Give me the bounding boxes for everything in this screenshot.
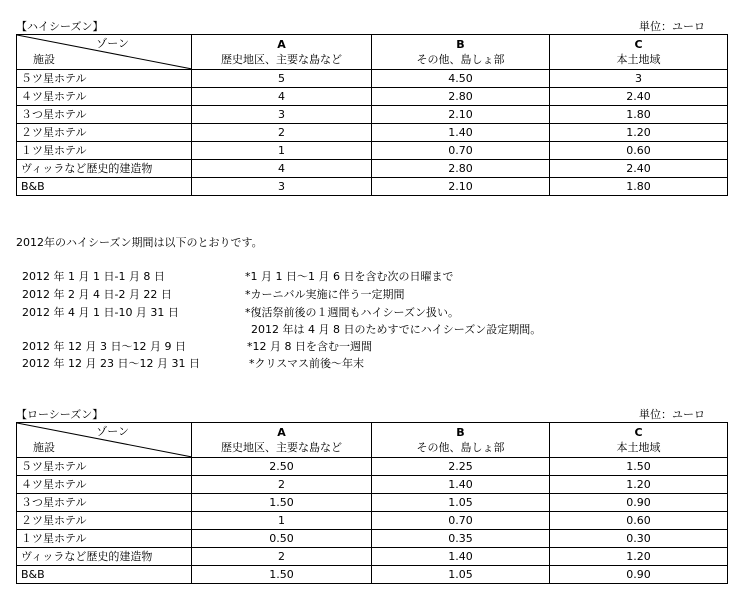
low-season-table xyxy=(16,422,728,584)
zone-a-value: 0.50 xyxy=(192,530,372,548)
facility-label: 施設 xyxy=(33,441,55,454)
zone-c-value: 1.20 xyxy=(550,124,728,142)
zone-c-value: 1.20 xyxy=(550,548,728,566)
zone-facility-header xyxy=(17,35,192,70)
zone-letter: A xyxy=(277,38,286,51)
zone-b-value: 2.80 xyxy=(372,88,550,106)
table-row xyxy=(17,160,728,178)
zone-description: 歴史地区、主要な島など xyxy=(221,441,342,454)
zone-b-value: 1.05 xyxy=(372,494,550,512)
column-header-a xyxy=(192,423,372,458)
zone-b-value: 0.70 xyxy=(372,512,550,530)
zone-c-value: 0.90 xyxy=(550,494,728,512)
zone-c-value: 0.30 xyxy=(550,530,728,548)
table-row xyxy=(17,178,728,196)
zone-a-value: 4 xyxy=(192,88,372,106)
period-note: 2012 年は 4 月 8 日のためすでにハイシーズン設定期間。 xyxy=(251,323,542,336)
zone-description: 本土地域 xyxy=(616,53,661,66)
column-header-a xyxy=(192,35,372,70)
period-note: *カーニバル実施に伴う一定期間 xyxy=(245,288,405,301)
zone-a-value: 1.50 xyxy=(192,494,372,512)
facility-name-cell: ４ツ星ホテル xyxy=(17,88,192,106)
table-row xyxy=(17,124,728,142)
zone-a-value: 2 xyxy=(192,124,372,142)
period-range: 2012 年 12 月 23 日～12 月 31 日 xyxy=(22,357,200,370)
period-range: 2012 年 2 月 4 日-2 月 22 日 xyxy=(22,288,172,301)
column-header-b xyxy=(372,423,550,458)
column-header-c xyxy=(550,35,728,70)
zone-c-value: 1.50 xyxy=(550,458,728,476)
table-row xyxy=(17,88,728,106)
zone-c-value: 1.80 xyxy=(550,106,728,124)
zone-c-value: 0.60 xyxy=(550,142,728,160)
table-row xyxy=(17,142,728,160)
period-note: *12 月 8 日を含む一週間 xyxy=(247,340,372,353)
table-row xyxy=(17,476,728,494)
table-header-row xyxy=(17,35,728,70)
zone-c-value: 1.20 xyxy=(550,476,728,494)
zone-b-value: 2.25 xyxy=(372,458,550,476)
table-row xyxy=(17,512,728,530)
zone-b-value: 4.50 xyxy=(372,70,550,88)
zone-description: その他、島しょ部 xyxy=(416,441,505,454)
period-range: 2012 年 1 月 1 日-1 月 8 日 xyxy=(22,270,165,283)
zone-c-value: 2.40 xyxy=(550,160,728,178)
low-season-title: 【ローシーズン】 xyxy=(16,408,104,421)
zone-description: 歴史地区、主要な島など xyxy=(221,53,342,66)
period-range: 2012 年 4 月 1 日-10 月 31 日 xyxy=(22,306,179,319)
facility-name-cell: ４ツ星ホテル xyxy=(17,476,192,494)
facility-name-cell: B&B xyxy=(17,566,192,584)
zone-c-value: 0.90 xyxy=(550,566,728,584)
zone-a-value: 2.50 xyxy=(192,458,372,476)
zone-c-value: 2.40 xyxy=(550,88,728,106)
table-row xyxy=(17,548,728,566)
zone-b-value: 1.05 xyxy=(372,566,550,584)
zone-letter: B xyxy=(456,426,465,439)
zone-c-value: 0.60 xyxy=(550,512,728,530)
zone-label: ゾーン xyxy=(96,425,129,438)
high-season-title: 【ハイシーズン】 xyxy=(16,20,104,33)
zone-letter: B xyxy=(456,38,465,51)
zone-a-value: 2 xyxy=(192,548,372,566)
zone-a-value: 5 xyxy=(192,70,372,88)
table-header-row xyxy=(17,423,728,458)
column-header-b xyxy=(372,35,550,70)
zone-a-value: 1 xyxy=(192,142,372,160)
zone-a-value: 1 xyxy=(192,512,372,530)
zone-c-value: 3 xyxy=(550,70,728,88)
zone-b-value: 2.10 xyxy=(372,178,550,196)
zone-b-value: 1.40 xyxy=(372,124,550,142)
zone-label: ゾーン xyxy=(96,37,129,50)
facility-name-cell: ヴィッラなど歴史的建造物 xyxy=(17,160,192,178)
zone-a-value: 3 xyxy=(192,178,372,196)
zone-c-value: 1.80 xyxy=(550,178,728,196)
table-row xyxy=(17,566,728,584)
zone-a-value: 3 xyxy=(192,106,372,124)
table-row xyxy=(17,70,728,88)
facility-name-cell: １ツ星ホテル xyxy=(17,530,192,548)
period-note: *復活祭前後の１週間もハイシーズン扱い。 xyxy=(245,306,459,319)
facility-label: 施設 xyxy=(33,53,55,66)
period-intro: 2012年のハイシーズン期間は以下のとおりです。 xyxy=(16,236,263,249)
zone-description: その他、島しょ部 xyxy=(416,53,505,66)
facility-name-cell: B&B xyxy=(17,178,192,196)
facility-name-cell: ５ツ星ホテル xyxy=(17,458,192,476)
table-row xyxy=(17,106,728,124)
table-row xyxy=(17,494,728,512)
table-row xyxy=(17,530,728,548)
period-note: *1 月 1 日～1 月 6 日を含む次の日曜まで xyxy=(245,270,454,283)
facility-name-cell: ５ツ星ホテル xyxy=(17,70,192,88)
zone-letter: C xyxy=(634,38,643,51)
facility-name-cell: ヴィッラなど歴史的建造物 xyxy=(17,548,192,566)
zone-a-value: 1.50 xyxy=(192,566,372,584)
zone-b-value: 2.10 xyxy=(372,106,550,124)
zone-b-value: 0.70 xyxy=(372,142,550,160)
zone-b-value: 1.40 xyxy=(372,476,550,494)
high-season-table xyxy=(16,34,728,196)
zone-letter: C xyxy=(634,426,643,439)
zone-a-value: 4 xyxy=(192,160,372,178)
zone-a-value: 2 xyxy=(192,476,372,494)
zone-description: 本土地域 xyxy=(616,441,661,454)
facility-name-cell: ２ツ星ホテル xyxy=(17,512,192,530)
zone-b-value: 0.35 xyxy=(372,530,550,548)
period-note: *クリスマス前後～年末 xyxy=(249,357,365,370)
high-season-unit: 単位：ユーロ xyxy=(639,20,705,33)
facility-name-cell: １ツ星ホテル xyxy=(17,142,192,160)
period-range: 2012 年 12 月 3 日～12 月 9 日 xyxy=(22,340,186,353)
facility-name-cell: ３つ星ホテル xyxy=(17,106,192,124)
column-header-c xyxy=(550,423,728,458)
facility-name-cell: ２ツ星ホテル xyxy=(17,124,192,142)
zone-facility-header xyxy=(17,423,192,458)
low-season-unit: 単位：ユーロ xyxy=(639,408,705,421)
zone-b-value: 1.40 xyxy=(372,548,550,566)
facility-name-cell: ３つ星ホテル xyxy=(17,494,192,512)
zone-b-value: 2.80 xyxy=(372,160,550,178)
table-row xyxy=(17,458,728,476)
zone-letter: A xyxy=(277,426,286,439)
